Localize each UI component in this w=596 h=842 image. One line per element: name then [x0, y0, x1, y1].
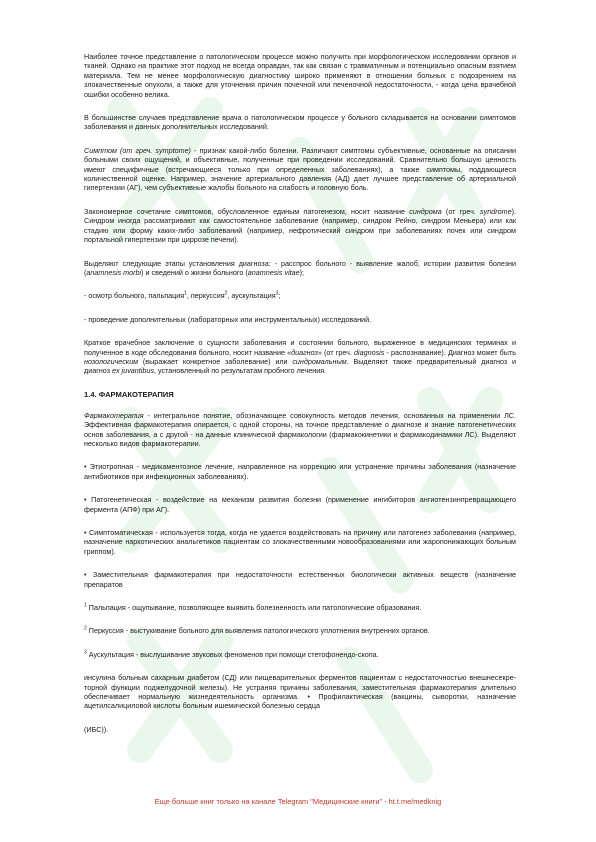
paragraph-diagnosis-definition: Краткое врачебное заключение о сущности заболевания и состоянии больного, выраженное в медицинских терминах и полученное в ходе обследования больного, носит название «диагноз» (от греч. diagnosis - распознавание). Диагноз может быть нозологическим (выражает конкретное заболевание) или синдромальным. Выделяют также предварительный диагноз и диагноз ex juvantibus, установленный по результатам пробного лечения.	[84, 338, 516, 376]
footnote-3: $^3$ Аускультация - выслушивание звуковых феноменов при помощи стетофонендо-скопа.	[84, 649, 379, 659]
list-item-replacement: • Заместительная фармакотерапия при недостаточности естественных биологически активных веществ (назначение препаратов	[84, 570, 516, 589]
list-item-etiotropic: • Этиотропная - медикаментозное лечение, направленное на коррекцию или устранение причины заболевания (назначение антибиотиков при инфекционных заболеваниях).	[84, 462, 516, 481]
footnote-ref-1: 1	[184, 290, 187, 297]
paragraph-examination: - осмотр больного, пальпация$^1$, перкуссия$^2$, аускультация$^3$;	[84, 290, 281, 301]
footnote-1: $^1$ Пальпация - ощупывание, позволяющее выявить болезненность или патологические образования.	[84, 602, 422, 613]
paragraph-additional-tests: - проведение дополнительных (лабораторных или инструментальных) исследований.	[84, 314, 372, 324]
telegram-footer-link[interactable]: Еще больше книг только на канале Telegram "Медицинские книги" - ht.t.me/medknig	[154, 797, 442, 806]
section-heading: 1.4. ФАРМАКОТЕРАПИЯ	[84, 389, 174, 399]
paragraph-diagnosis-stages: Выделяют следующие этапы установления диагноза: - расспрос больного - выявление жалоб, истории развития болезни (anamnesis morbi) и сведений о жизни больного (anamnesis vitae);	[84, 258, 516, 277]
paragraph-symptom-definition: Симптом (от греч. symptome) - признак какой-либо болезни. Различают симптомы субъективные, основанные на описании больными своих ощущений, и объективные, полученные при проведении исследований. Сравнительно большую ценность имеют специфичные (встречающиеся только при определенных заболеваниях), а также симптомы, поддающиеся количественной оценке. Например, значение артериального давления (АД) дает лучшее представление об артериальной гипертензии (АГ), чем субъективные жалобы больного на слабость и головную боль.	[84, 145, 516, 193]
paragraph-symptoms-intro: В большинстве случаев представление врача о патологическом процессе у больного складывается на основании симптомов заболевания и данных дополнительных исследований.	[84, 113, 516, 132]
footnote-ref-2: 2	[224, 290, 228, 297]
paragraph-replacement-continued: инсулина больным сахарным диабетом (СД) или пищеварительных ферментов пациентам с недостаточностью внешнесекре-торной функции поджелудочной железы). Не устраняя причины заболевания, заместительная фармакотерапия длительно обеспечивает нормальную жизнедеятельность организма. • Профилактическая (вакцины, сыворотки, назначение ацетилсалициловой кислоты больным ишемической болезнью сердца	[84, 673, 516, 711]
greek-symptome: (от греч. symptome)	[120, 145, 191, 155]
list-item-pathogenetic: • Патогенетическая - воздействие на механизм развития болезни (применение ингибиторов ангиотензинпревращающего фермента (АПФ) при АГ).	[84, 495, 516, 514]
term-pharmacotherapy: Фармакотерапия	[84, 410, 144, 420]
footnote-2: $^2$ Перкуссия - выстукивание больного для выявления патологического уплотнения внутренних органов.	[84, 626, 430, 636]
paragraph-pharmacotherapy-definition: Фармакотерапия - интегральное понятие, обозначающее совокупность методов лечения, основанных на применении ЛС. Эффективная фармакотерапия опирается, с одной стороны, на точное представление о диагнозе и знание патогенетических основ заболевания, а с другой - на данные клинической фармакологии (фармакокинетики и фармакодинамики ЛС). Выделяют несколько видов фармакотерапии.	[84, 410, 516, 448]
document-body	[84, 52, 516, 748]
paragraph-ibs: (ИБС)).	[84, 724, 109, 734]
paragraph-syndrome-definition: Закономерное сочетание симптомов, обусловленное единым патогенезом, носит название синдрома (от греч. syndrome). Синдром иногда рассматривают как самостоятельное заболевание (например, синдром Рейно, синдром Меньера) или как стадию или форму каких-либо заболеваний (например, нефротический синдром при заболеваниях почек или синдром портальной гипертензии при циррозе печени).	[84, 206, 516, 245]
paragraph-morphology: Наиболее точное представление о патологическом процессе можно получить при морфологическом исследовании органов и тканей. Однако на практике этот подход не всегда оправдан, так как связан с травматичным и потенциально опасным взятием материала. Тем не менее морфологическую диагностику широко применяют в отношении больных с подозрением на злокачественные опухоли, а также для уточнения причин почечной или печеночной недостаточности, - когда цена врачебной ошибки особенно велика.	[84, 52, 516, 99]
list-item-symptomatic: • Симптоматическая - используется тогда, когда не удается воздействовать на причину или патогенез заболевания (например, назначение наркотических анальгетиков пациентам со злокачественными новообразованиями или жаропонижающих больным гриппом).	[84, 528, 516, 556]
term-symptom: Симптом	[84, 145, 117, 155]
term-syndrome: синдрома	[409, 206, 442, 216]
footnote-ref-3: 3	[275, 290, 279, 297]
